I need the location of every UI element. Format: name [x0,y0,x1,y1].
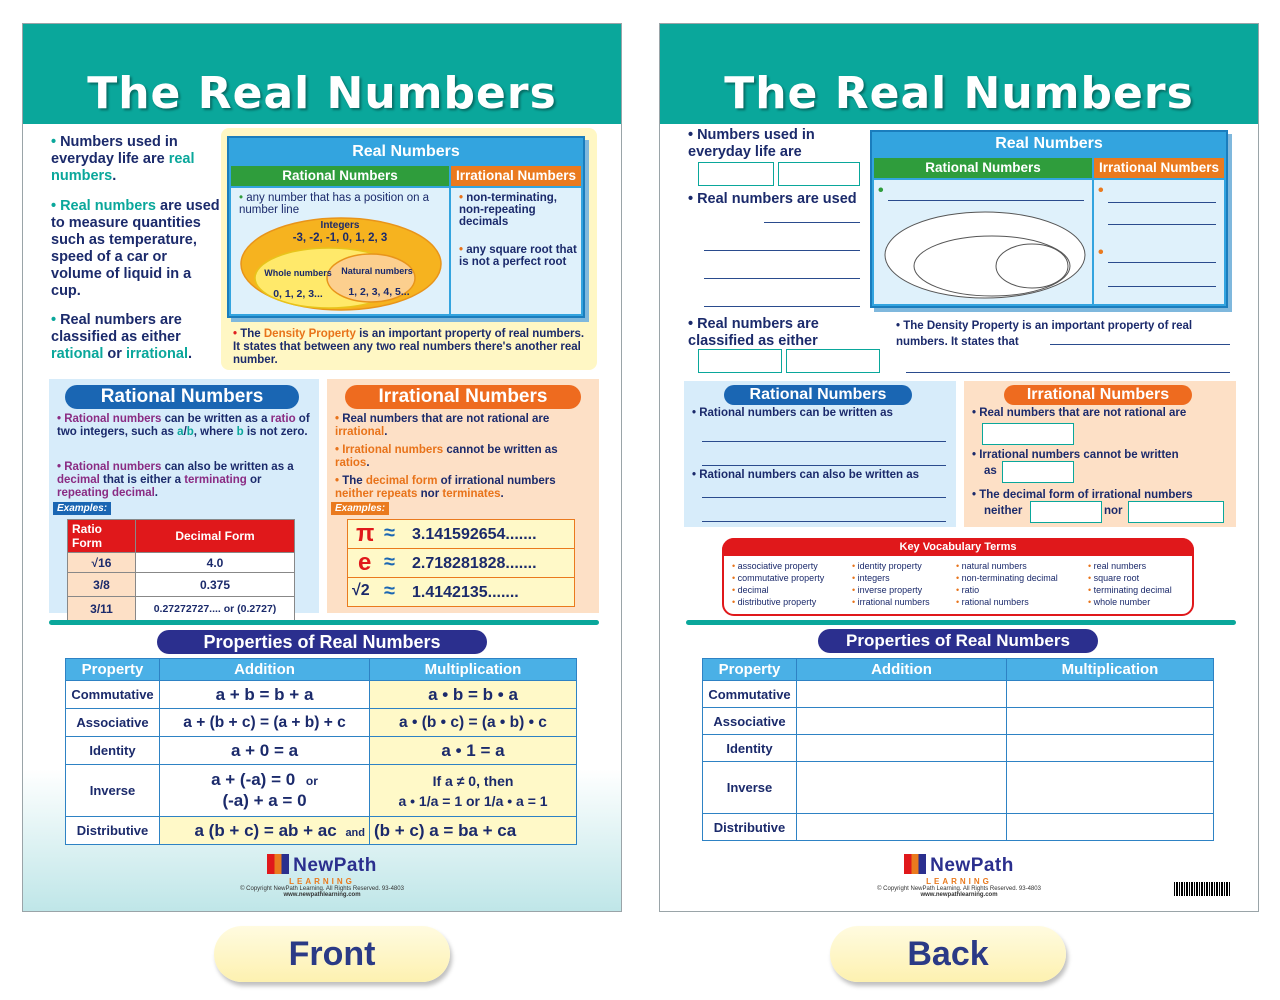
irrational-examples-label: Examples: [331,502,389,515]
answer-box[interactable] [778,162,860,186]
irrational-item-1: • non-terminating, non-repeating decimals [459,192,557,228]
section-divider [49,620,599,625]
real-numbers-title: Real Numbers [995,135,1103,152]
properties-title: Properties of Real Numbers [157,630,487,654]
answer-line[interactable] [1108,224,1216,225]
website: www.newpathlearning.com [283,892,361,898]
bullet-used: • Real numbers are used [688,191,857,207]
vocab-column: • natural numbers • non-terminating decimal • ratio • rational numbers [956,561,1058,607]
multiplication-cell: (b + c) a = ba + ca [370,817,577,845]
rational-title: Rational Numbers [65,385,299,409]
answer-box[interactable] [1030,501,1102,523]
irrational-header: Irrational Numbers [451,166,581,186]
integers-label: Integers [320,220,360,231]
answer-cell[interactable] [797,735,1007,762]
irrational-title: Irrational Numbers [1004,385,1192,405]
vocabulary-title: Key Vocabulary Terms [722,538,1194,556]
newpath-logo: NewPath LEARNING © Copyright NewPath Learning. All Rights Reserved. 93-4803 www.newpathlearning.com [660,854,1258,898]
decimal-cell: 0.27272727.... or (0.2727) [136,597,295,621]
properties-table [65,658,577,845]
decimal-form-header: Decimal Form [136,520,295,553]
answer-line[interactable] [704,306,860,307]
property-name: Associative [703,708,797,735]
ratio-cell: 3/8 [68,573,136,597]
rational-area [231,188,449,314]
irrational-header: Irrational Numbers [1094,158,1224,178]
multiplication-cell: a • (b • c) = (a • b) • c [370,709,577,737]
front-poster [22,23,622,912]
real-numbers-title: Real Numbers [352,143,460,160]
multiplication-cell: a • b = b • a [370,681,577,709]
rational-section [684,381,956,527]
density-property-text: • The Density Property is an important property of real numbers. It states that between any two real numbers there's another real number. [233,328,585,366]
bullet-icon: • [1098,244,1104,261]
answer-box[interactable] [1002,461,1074,483]
multiplication-header: Multiplication [1007,659,1214,681]
rational-definition: • any number that has a position on a number line [239,192,430,216]
vocab-column: • identity property • integers • inverse property • irrational numbers [852,561,930,607]
answer-line[interactable] [702,441,946,442]
answer-box[interactable] [1128,501,1224,523]
answer-line[interactable] [1108,286,1216,287]
irrational-examples-box [347,519,575,607]
property-name: Distributive [66,817,160,845]
whole-label: Whole numbers [264,268,332,278]
property-name: Commutative [66,681,160,709]
rational-point-1: • Rational numbers can be written as a ratio of two integers, such as a/b, where b is not zero. [57,413,310,438]
ratio-form-header: Ratio Form [68,520,136,553]
empty-venn [882,210,1088,300]
addition-cell: a + (-a) = 0 or (-a) + a = 0 [160,765,370,817]
answer-line[interactable] [906,372,1230,373]
answer-line[interactable] [702,497,946,498]
rational-header: Rational Numbers [874,158,1092,178]
decimal-cell: 0.375 [136,573,295,597]
answer-cell[interactable] [797,708,1007,735]
irrational-point-3: • The decimal form of irrational numbers neither repeats nor terminates. [335,475,556,500]
irrational-item-2: • any square root that is not a perfect root [459,244,577,268]
irrational-point-2: • Irrational numbers cannot be written [972,449,1179,461]
properties-table [702,658,1214,841]
addition-cell: a (b + c) = ab + ac and [160,817,370,845]
poster-title: The Real Numbers [724,68,1194,119]
property-name: Commutative [703,681,797,708]
e-row: e ≈ 2.718281828....... [348,549,574,578]
pi-row: π ≈ 3.141592654....... [348,520,574,549]
answer-line[interactable] [888,200,1084,201]
rational-point-1: • Rational numbers can be written as [692,407,893,419]
rational-title: Rational Numbers [724,385,912,405]
multiplication-cell: a • 1 = a [370,737,577,765]
answer-box[interactable] [786,349,880,373]
integers-values: -3, -2, -1, 0, 1, 2, 3 [292,232,388,244]
bullet-measure: • Real numbers are used to measure quantities such as temperature, speed of a car or volume of liquid in a cup. [51,198,220,299]
irrational-point-2: • Irrational numbers cannot be written as ratios. [335,444,558,469]
newpath-logo-icon [904,854,926,874]
answer-cell[interactable] [1007,762,1214,814]
bullet-everyday: • Numbers used in everyday life are real numbers. [51,134,195,184]
rational-section [49,379,319,616]
vocab-column: • associative property • commutative property • decimal • distributive property [732,561,825,607]
addition-header: Addition [160,659,370,681]
property-name: Identity [703,735,797,762]
back-poster [659,23,1259,912]
irrational-nor: nor [1104,505,1123,517]
answer-cell[interactable] [1007,708,1214,735]
irrational-section [327,379,599,613]
answer-cell[interactable] [797,814,1007,841]
property-name: Inverse [703,762,797,814]
rational-point-2: • Rational numbers can also be written as a decimal that is either a terminating or repeating decimal. [57,461,294,499]
property-name: Associative [66,709,160,737]
ratio-cell: √16 [68,553,136,573]
answer-line[interactable] [1108,262,1216,263]
answer-cell[interactable] [797,681,1007,708]
property-header: Property [703,659,797,681]
answer-line[interactable] [704,278,860,279]
irrational-point-3: • The decimal form of irrational numbers [972,489,1193,501]
ratio-decimal-table [67,519,295,621]
natural-values: 1, 2, 3, 4, 5... [348,286,410,298]
whole-values: 0, 1, 2, 3... [273,288,323,300]
bullet-everyday: • Numbers used in everyday life are [688,127,815,160]
irrational-area [1094,180,1224,304]
multiplication-header: Multiplication [370,659,577,681]
property-name: Identity [66,737,160,765]
answer-box[interactable] [698,349,782,373]
front-label[interactable]: Front [214,926,450,982]
answer-line[interactable] [704,250,860,251]
property-header: Property [66,659,160,681]
addition-cell: a + 0 = a [160,737,370,765]
irrational-as: as [984,465,997,477]
irrational-section [964,381,1236,527]
answer-line[interactable] [764,222,860,223]
vocabulary-box [722,538,1194,616]
natural-label: Natural numbers [341,266,413,276]
bullet-icon: • [1098,182,1104,199]
rational-point-2: • Rational numbers can also be written as [692,469,920,481]
barcode-icon [1174,882,1230,896]
density-property-text: • The Density Property is an important property of real numbers. It states that [896,320,1193,348]
bullet-classified: • Real numbers are classified as either rational or irrational. [51,312,193,362]
copyright: © Copyright NewPath Learning. All Rights Reserved. 93-4803 [240,886,404,892]
real-numbers-diagram [227,136,585,318]
poster-title: The Real Numbers [87,68,557,119]
answer-line[interactable] [1108,202,1216,203]
property-name: Inverse [66,765,160,817]
irrational-point-1: • Real numbers that are not rational are irrational. [335,413,550,438]
answer-cell[interactable] [797,762,1007,814]
vocab-column: • real numbers • square root • terminating decimal • whole number [1088,561,1172,607]
decimal-cell: 4.0 [136,553,295,573]
irrational-neither: neither [984,505,1023,517]
answer-cell[interactable] [1007,814,1214,841]
property-name: Distributive [703,814,797,841]
rational-examples-label: Examples: [53,502,111,515]
sqrt2-row: √2 ≈ 1.4142135....... [352,580,519,602]
rational-header: Rational Numbers [231,166,449,186]
rational-area [874,180,1092,304]
irrational-point-1: • Real numbers that are not rational are [972,407,1187,419]
addition-cell: a + b = b + a [160,681,370,709]
answer-cell[interactable] [1007,735,1214,762]
answer-line[interactable] [702,521,946,522]
answer-line[interactable] [1050,344,1230,345]
newpath-logo-icon [267,854,289,874]
irrational-area [451,188,581,314]
section-divider [686,620,1236,625]
answer-box[interactable] [982,423,1074,445]
newpath-logo: NewPath LEARNING © Copyright NewPath Learning. All Rights Reserved. 93-4803 www.newpathlearning.com [23,854,621,898]
real-numbers-diagram [870,130,1228,308]
multiplication-cell: If a ≠ 0, then a • 1/a = 1 or 1/a • a = 1 [370,765,577,817]
website: www.newpathlearning.com [920,892,998,898]
back-label[interactable]: Back [830,926,1066,982]
addition-header: Addition [797,659,1007,681]
bullet-icon: • [878,182,884,199]
bullet-classified: • Real numbers are classified as either [688,316,819,349]
answer-line[interactable] [702,465,946,466]
addition-cell: a + (b + c) = (a + b) + c [160,709,370,737]
properties-title: Properties of Real Numbers [818,629,1098,653]
answer-box[interactable] [698,162,774,186]
ratio-cell: 3/11 [68,597,136,621]
copyright: © Copyright NewPath Learning. All Rights Reserved. 93-4803 [877,886,1041,892]
irrational-title: Irrational Numbers [345,385,581,409]
answer-cell[interactable] [1007,681,1214,708]
